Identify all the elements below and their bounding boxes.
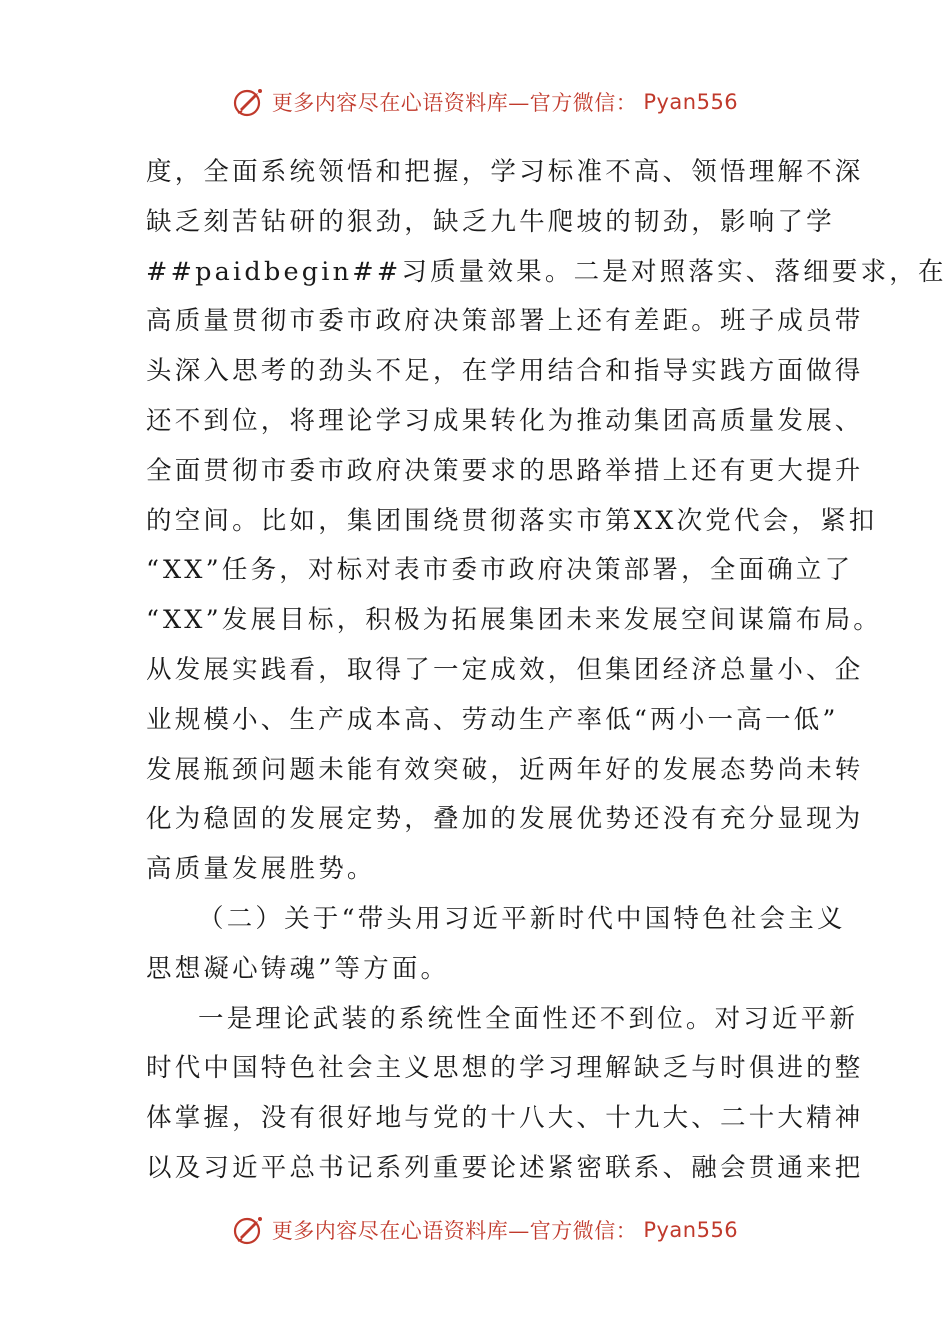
pen-logo-icon (232, 1213, 266, 1247)
body-line: 时代中国特色社会主义思想的学习理解缺乏与时俱进的整 (146, 1053, 864, 1084)
banner-wechat-id: Pyan556 (643, 1218, 739, 1242)
body-line: 高质量贯彻市委市政府决策部署上还有差距。班子成员带 (146, 306, 864, 337)
body-line: 业规模小、生产成本高、劳动生产率低“两小一高一低” (146, 704, 839, 735)
pen-logo-icon (232, 85, 266, 119)
banner-content (232, 1213, 738, 1247)
banner-text: 更多内容尽在心语资料库—官方微信： (271, 1219, 638, 1243)
body-line: ##paidbegin##习质量效果。二是对照落实、落细要求，在 (146, 256, 947, 287)
header-watermark-banner (0, 82, 950, 122)
body-line: 头深入思考的劲头不足，在学用结合和指导实践方面做得 (146, 356, 864, 387)
banner-wechat-id: Pyan556 (643, 90, 739, 114)
document-body (146, 148, 947, 1194)
footer-watermark-banner (0, 1210, 950, 1250)
body-line: 从发展实践看，取得了一定成效，但集团经济总量小、企 (146, 654, 864, 685)
banner-content (232, 85, 738, 119)
body-line: 缺乏刻苦钻研的狠劲，缺乏九牛爬坡的韧劲，影响了学 (146, 206, 835, 237)
body-line: 还不到位，将理论学习成果转化为推动集团高质量发展、 (146, 405, 864, 436)
body-line: 发展瓶颈问题未能有效突破，近两年好的发展态势尚未转 (146, 754, 864, 785)
body-line: 的空间。比如，集团围绕贯彻落实市第XX次党代会，紧扣 (146, 505, 878, 536)
section-heading-line: 思想凝心铸魂”等方面。 (146, 953, 450, 984)
body-line: 一是理论武装的系统性全面性还不到位。对习近平新 (198, 1003, 859, 1034)
section-heading-line: （二）关于“带头用习近平新时代中国特色社会主义 (198, 903, 846, 934)
body-line: “XX”任务，对标对表市委市政府决策部署，全面确立了 (146, 555, 854, 586)
body-line: 体掌握，没有很好地与党的十八大、十九大、二十大精神 (146, 1103, 864, 1134)
body-line: 以及习近平总书记系列重要论述紧密联系、融会贯通来把 (146, 1152, 864, 1183)
body-line: 全面贯彻市委市政府决策要求的思路举措上还有更大提升 (146, 455, 864, 486)
body-line: “XX”发展目标，积极为拓展集团未来发展空间谋篇布局。 (146, 605, 882, 636)
body-line: 化为稳固的发展定势，叠加的发展优势还没有充分显现为 (146, 804, 864, 835)
banner-text: 更多内容尽在心语资料库—官方微信： (271, 91, 638, 115)
body-line: 高质量发展胜势。 (146, 854, 376, 885)
body-line: 度，全面系统领悟和把握，学习标准不高、领悟理解不深 (146, 157, 864, 187)
